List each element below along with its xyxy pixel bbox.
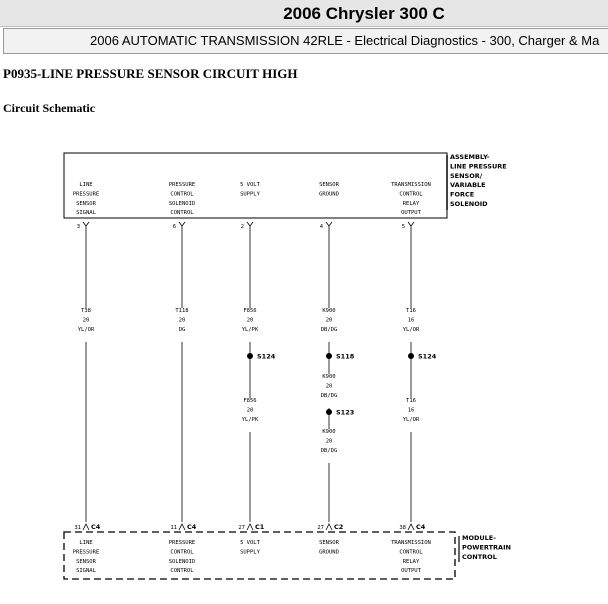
splice-label: S118 bbox=[336, 352, 355, 361]
circuit-wires bbox=[73, 182, 437, 574]
bottom-pin-label: PRESSURE bbox=[168, 540, 196, 546]
pin-chevron bbox=[408, 222, 414, 226]
wire-spec: DB/DG bbox=[320, 392, 338, 399]
pin-chevron bbox=[408, 524, 414, 530]
wire-spec: DB/DG bbox=[320, 447, 338, 454]
wire-spec: YL/OR bbox=[402, 416, 420, 423]
connector-label: C4 bbox=[187, 523, 197, 531]
circuit-4 bbox=[317, 182, 354, 555]
bottom-pin-label: CONTROL bbox=[170, 568, 194, 575]
top-pin-number: 6 bbox=[172, 224, 176, 230]
bottom-pin-label: LINE bbox=[79, 540, 93, 546]
top-pin-label: 5 VOLT bbox=[240, 182, 260, 188]
bottom-component-text: MODULE- bbox=[462, 534, 496, 542]
bottom-pin-label: 5 VOLT bbox=[240, 540, 260, 546]
top-pin-label: GROUND bbox=[319, 191, 339, 198]
top-component-text: SOLENOID bbox=[450, 200, 488, 208]
bottom-pin-label: SUPPLY bbox=[240, 549, 260, 556]
wire-spec: 16 bbox=[407, 317, 415, 324]
wire-spec: T38 bbox=[81, 308, 91, 314]
pin-chevron bbox=[83, 524, 89, 530]
bottom-pin-label: OUTPUT bbox=[401, 568, 421, 575]
circuit-2 bbox=[169, 182, 197, 574]
top-component-text: ASSEMBLY- bbox=[450, 153, 490, 161]
connector-label: C4 bbox=[416, 523, 426, 531]
bottom-component-text: POWERTRAIN bbox=[462, 543, 511, 552]
wire-spec: 20 bbox=[178, 317, 186, 324]
pin-chevron bbox=[179, 524, 185, 530]
splice-dot bbox=[326, 353, 332, 359]
bottom-component-label bbox=[462, 534, 511, 561]
pin-chevron bbox=[326, 524, 332, 530]
wire-spec: DB/DG bbox=[320, 326, 338, 333]
top-pin-label: LINE bbox=[79, 182, 93, 188]
bottom-pin-label: TRANSMISSION bbox=[391, 540, 431, 546]
wire-spec: 20 bbox=[246, 317, 254, 324]
bottom-pin-number: 11 bbox=[170, 525, 177, 531]
dtc-title: P0935-LINE PRESSURE SENSOR CIRCUIT HIGH bbox=[3, 66, 298, 81]
wire-spec: 20 bbox=[82, 317, 90, 324]
wire-spec: 20 bbox=[246, 407, 254, 414]
top-pin-label: SENSOR bbox=[76, 200, 96, 207]
wire-spec: 20 bbox=[325, 438, 333, 445]
wire-spec: T16 bbox=[406, 398, 416, 404]
bottom-pin-label: SENSOR bbox=[319, 540, 339, 546]
section-title: Circuit Schematic bbox=[3, 101, 96, 115]
circuit-1 bbox=[73, 182, 101, 574]
pin-chevron bbox=[83, 222, 89, 226]
top-pin-number: 4 bbox=[319, 224, 323, 230]
top-pin-label: SUPPLY bbox=[240, 191, 260, 198]
splice-dot bbox=[326, 409, 332, 415]
splice-label: S124 bbox=[418, 352, 437, 361]
pin-chevron bbox=[247, 524, 253, 530]
top-pin-label: PRESSURE bbox=[72, 191, 100, 198]
circuit-3 bbox=[238, 182, 275, 555]
top-pin-label: OUTPUT bbox=[401, 210, 421, 217]
splice-label: S123 bbox=[336, 408, 355, 417]
wire-spec: F856 bbox=[243, 398, 257, 404]
top-pin-number: 3 bbox=[76, 224, 80, 230]
circuit-5 bbox=[391, 182, 437, 574]
bottom-pin-label: RELAY bbox=[402, 558, 420, 565]
top-component-text: SENSOR/ bbox=[450, 171, 483, 180]
bottom-pin-label: SIGNAL bbox=[76, 568, 96, 575]
splice-dot bbox=[247, 353, 253, 359]
wire-spec: 20 bbox=[325, 383, 333, 390]
bottom-component-text: CONTROL bbox=[462, 552, 497, 561]
pin-chevron bbox=[179, 222, 185, 226]
wire-spec: F856 bbox=[243, 308, 257, 314]
wire-spec: YL/PK bbox=[241, 416, 259, 423]
bottom-pin-number: 27 bbox=[317, 525, 324, 531]
wire-spec: K900 bbox=[322, 429, 336, 435]
top-pin-number: 5 bbox=[401, 224, 405, 230]
top-pin-label: CONTROL bbox=[399, 191, 423, 198]
top-pin-label: SIGNAL bbox=[76, 210, 96, 217]
wire-spec: 16 bbox=[407, 407, 415, 414]
bottom-pin-number: 27 bbox=[238, 525, 245, 531]
top-pin-label: SOLENOID bbox=[168, 200, 196, 207]
wire-spec: T118 bbox=[175, 308, 189, 314]
splice-dot bbox=[408, 353, 414, 359]
top-pin-number: 2 bbox=[240, 224, 244, 230]
wire-spec: DG bbox=[178, 326, 186, 333]
top-pin-label: PRESSURE bbox=[168, 182, 196, 188]
bottom-pin-label: CONTROL bbox=[399, 549, 423, 556]
pin-chevron bbox=[247, 222, 253, 226]
top-pin-label: TRANSMISSION bbox=[391, 182, 431, 188]
pin-chevron bbox=[326, 222, 332, 226]
bottom-pin-label: SENSOR bbox=[76, 558, 96, 565]
top-pin-label: CONTROL bbox=[170, 210, 194, 217]
wire-spec: K900 bbox=[322, 374, 336, 380]
manual-breadcrumb: 2006 AUTOMATIC TRANSMISSION 42RLE - Electrical Diagnostics - 300, Charger & Ma bbox=[90, 33, 600, 48]
top-pin-label: CONTROL bbox=[170, 191, 194, 198]
top-component-label bbox=[450, 153, 507, 208]
bottom-pin-number: 31 bbox=[74, 525, 81, 531]
wire-spec: YL/PK bbox=[241, 326, 259, 333]
bottom-pin-label: SOLENOID bbox=[168, 558, 196, 565]
top-pin-label: RELAY bbox=[402, 200, 420, 207]
bottom-pin-number: 38 bbox=[399, 525, 406, 531]
connector-label: C2 bbox=[334, 523, 344, 531]
vehicle-title: 2006 Chrysler 300 C bbox=[283, 4, 445, 23]
top-component-text: VARIABLE bbox=[450, 181, 486, 190]
bottom-pin-label: GROUND bbox=[319, 549, 339, 556]
top-pin-label: SENSOR bbox=[319, 182, 339, 188]
bottom-pin-label: PRESSURE bbox=[72, 549, 100, 556]
wire-spec: K900 bbox=[322, 308, 336, 314]
top-component-text: FORCE bbox=[450, 190, 475, 199]
bottom-pin-label: CONTROL bbox=[170, 549, 194, 556]
wire-spec: YL/OR bbox=[77, 326, 95, 333]
splice-label: S124 bbox=[257, 352, 276, 361]
wire-spec: YL/OR bbox=[402, 326, 420, 333]
connector-label: C1 bbox=[255, 523, 265, 531]
connector-label: C4 bbox=[91, 523, 101, 531]
wire-spec: 20 bbox=[325, 317, 333, 324]
top-component-text: LINE PRESSURE bbox=[450, 162, 507, 171]
wire-spec: T16 bbox=[406, 308, 416, 314]
